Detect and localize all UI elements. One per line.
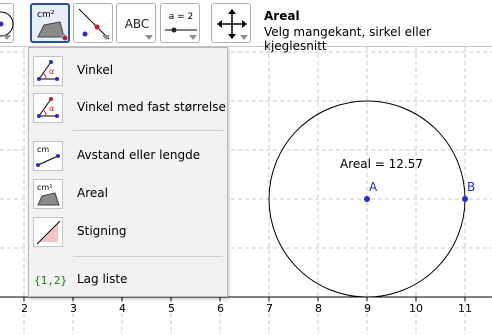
menu-item-slope[interactable] — [29, 214, 227, 250]
text-tool-label: ABC — [124, 17, 150, 31]
active-tool-description: Velg mangekant, sirkel eller kjeglesnitt — [264, 25, 432, 53]
svg-text:α: α — [49, 104, 55, 113]
menu-item-distance[interactable] — [29, 138, 227, 174]
active-tool-title: Areal — [264, 9, 300, 23]
x-axis-label: 5 — [168, 302, 175, 315]
tool-move-graphics[interactable] — [0, 3, 14, 43]
toolbar — [0, 0, 492, 53]
tool-slider[interactable] — [160, 3, 200, 43]
dropdown-triangle-icon — [102, 35, 110, 40]
menu-item-label: Vinkel med fast størrelse — [77, 100, 226, 114]
distance-icon — [33, 141, 63, 171]
x-axis-label: 10 — [409, 302, 423, 315]
menu-item-label: Stigning — [77, 224, 127, 238]
tool-area[interactable] — [30, 3, 70, 43]
menu-item-angle-fixed[interactable] — [29, 90, 227, 126]
x-axis-label: 11 — [458, 302, 472, 315]
x-axis-label: 8 — [315, 302, 322, 315]
slope-icon — [33, 217, 63, 247]
x-axis-label: 4 — [119, 302, 126, 315]
tool-move[interactable] — [211, 3, 251, 43]
menu-item-label: Lag liste — [77, 272, 128, 286]
area-icon — [32, 5, 72, 45]
menu-item-area[interactable] — [29, 176, 227, 212]
x-axis — [0, 297, 492, 315]
tool-text[interactable] — [116, 3, 156, 43]
angle-fixed-icon — [33, 93, 63, 123]
point-b[interactable] — [462, 196, 468, 202]
menu-item-label: Avstand eller lengde — [77, 148, 201, 162]
svg-text:cm: cm — [37, 145, 50, 154]
slider-tool-label: a = 2 — [168, 12, 194, 22]
point-a[interactable] — [364, 196, 370, 202]
x-axis-label: 7 — [266, 302, 273, 315]
tool-perpendicular-line[interactable] — [73, 3, 113, 43]
menu-divider — [73, 256, 223, 257]
dropdown-triangle-icon — [240, 35, 248, 40]
menu-divider — [73, 130, 223, 131]
area-icon — [33, 179, 63, 209]
area-value-label[interactable]: Areal = 12.57 — [340, 157, 423, 171]
point-b-label: B — [467, 180, 476, 194]
menu-item-create-list[interactable] — [29, 262, 227, 298]
measurement-tools-menu — [28, 47, 228, 297]
x-axis-label: 2 — [21, 302, 28, 315]
menu-item-label: Areal — [77, 186, 108, 200]
menu-item-label: Vinkel — [77, 63, 114, 77]
dropdown-triangle-icon — [145, 35, 153, 40]
x-axis-label: 9 — [364, 302, 371, 315]
point-a-label: A — [369, 180, 378, 194]
list-icon — [33, 265, 68, 295]
svg-text:{1,2}: {1,2} — [34, 274, 68, 287]
svg-text:α: α — [49, 67, 55, 76]
svg-text:cm²: cm² — [37, 183, 53, 192]
x-axis-label: 6 — [217, 302, 224, 315]
menu-item-angle[interactable] — [29, 53, 227, 89]
dropdown-triangle-icon — [58, 34, 66, 39]
dropdown-triangle-icon — [189, 35, 197, 40]
area-tool-unit: cm² — [37, 10, 55, 20]
x-axis-label: 3 — [70, 302, 77, 315]
dropdown-triangle-icon — [3, 35, 11, 40]
angle-icon — [33, 56, 63, 86]
